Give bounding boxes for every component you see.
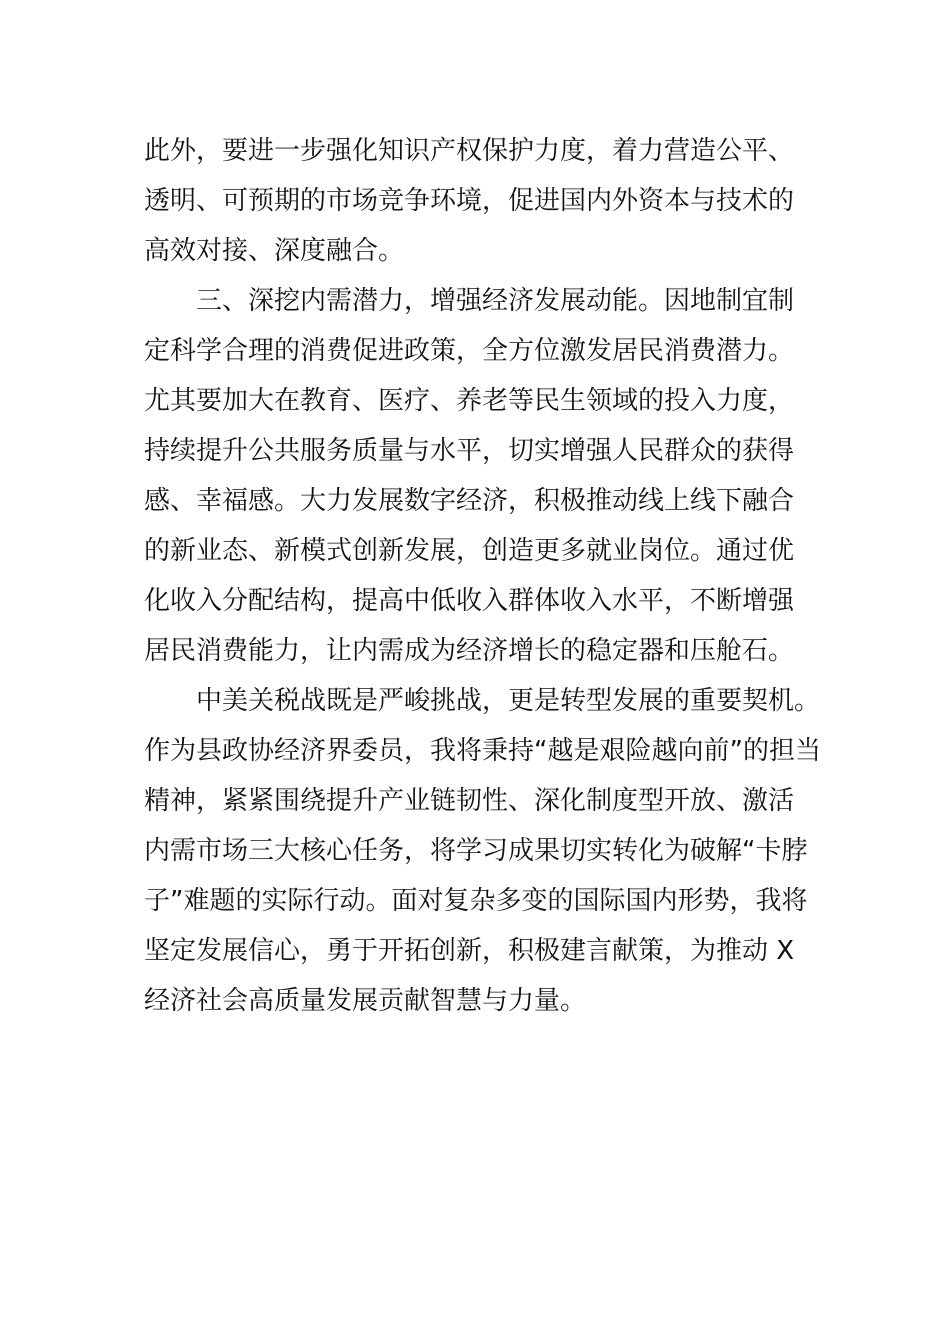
text-line: 尤其要加大在教育、医疗、养老等民生领域的投入力度， [144,386,795,416]
text-line: 感、幸福感。大力发展数字经济，积极推动线上线下融合 [144,486,795,516]
text-line: 此外，要进一步强化知识产权保护力度，着力营造公平、 [144,136,795,166]
text-line: 透明、可预期的市场竞争环境，促进国内外资本与技术的 [144,186,795,216]
text-line: 坚定发展信心，勇于开拓创新，积极建言献策，为推动 X [144,936,795,966]
text-line: 精神，紧紧围绕提升产业链韧性、深化制度型开放、激活 [144,786,795,816]
text-line: 高效对接、深度融合。 [144,236,405,266]
text-line: 居民消费能力，让内需成为经济增长的稳定器和压舱石。 [144,636,795,666]
text-line: 的新业态、新模式创新发展，创造更多就业岗位。通过优 [144,536,795,566]
text-line: 子”难题的实际行动。面对复杂多变的国际国内形势，我将 [144,886,808,916]
text-line: 经济社会高质量发展贡献智慧与力量。 [144,986,587,1016]
text-line: 化收入分配结构，提高中低收入群体收入水平，不断增强 [144,586,795,616]
text-line: 持续提升公共服务质量与水平，切实增强人民群众的获得 [144,436,795,466]
paragraph-3-first-line: 三、深挖内需潜力，增强经济发展动能。因地制宜制 [196,286,795,316]
document-body [144,126,820,1026]
text-line: 作为县政协经济界委员，我将秉持“越是艰险越向前”的担当 [144,736,821,766]
conclusion-first-line: 中美关税战既是严峻挑战，更是转型发展的重要契机。 [196,686,821,716]
text-line: 内需市场三大核心任务，将学习成果切实转化为破解“卡脖 [144,836,808,866]
text-line: 定科学合理的消费促进政策，全方位激发居民消费潜力。 [144,336,795,366]
